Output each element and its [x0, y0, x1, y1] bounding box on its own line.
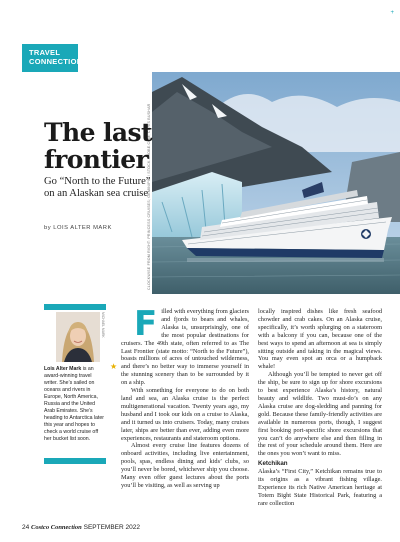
star-icon: ★	[110, 362, 118, 371]
section-tag	[22, 44, 83, 72]
author-name: Lois Alter Mark	[44, 366, 82, 372]
col1-paragraph-2: With something for everyone to do on both land and sea, an Alaska cruise is the perfect multigenerational vacation. Twenty years ago, my husband and I took our kids on a cruise to Alaska, and it turned us into cruisers. Today, many cruises later, ships are better than ever, adding even more experiences, restaurants and stateroom options.	[121, 387, 249, 442]
issue-date: SEPTEMBER 2022	[83, 524, 140, 531]
body-column-1	[121, 304, 249, 490]
page-number: 24	[22, 524, 30, 531]
author-box-top-rule	[44, 304, 106, 310]
col2-paragraph-3: Alaska’s “First City,” Ketchikan remains true to its origins as a vibrant fishing village. Experience its rich Native American heritage at Totem Bight State Historical Park, featuring a rare collection	[258, 468, 382, 507]
author-bio	[44, 366, 106, 444]
author-photo	[56, 312, 100, 362]
headline-line-2: frontier	[44, 145, 149, 174]
section-tag-line-2: CONNECTION	[29, 57, 83, 66]
subhead-ketchikan: Ketchikan	[258, 460, 288, 468]
author-bio-text: is an award-winning travel writer. She’s sailed on oceans and rivers in Europe, North America, Russia and the United Arab Emirates. She’s heading to Antarctica later this year and hopes to check a world cruise off her bucket list soon.	[44, 366, 104, 443]
col1-paragraph-3: Almost every cruise line features dozens of onboard activities, including live entertainment, pools, spas, endless dining and kids’ clubs, so you’ll never be bored, whichever ship you choose. Many even offer guest lectures about the ports you’ll be visiting, as well as serving up	[121, 442, 249, 489]
headline-line-1: The last	[44, 118, 152, 147]
author-photo-credit: MICHAEL MARK	[101, 312, 105, 338]
page-footer	[22, 524, 140, 531]
corner-mark: +	[390, 10, 394, 16]
dropcap: F	[134, 304, 158, 344]
col1-paragraph-1: illed with everything from glaciers and fjords to bears and whales, Alaska is, unsurprisingly, one of the most popular destinations for cruisers. The 49th state, often referred to as The Last Frontier (state motto: “North to the Future”), boasts millions of acres of untouched wilderness, and there’s no better way to immerse yourself in the stunning scenery than to be surrounded by it on a ship.	[121, 308, 249, 387]
body-column-2	[258, 308, 382, 508]
photo-credit: CLOCKWISE FROM RIGHT: PRINCESS CRUISES; GEMINIPIX / STOCK.ADOBE.COM; CHRIS BUSHAR	[147, 103, 151, 290]
col2-paragraph-2: Although you’ll be tempted to never get off the ship, be sure to sign up for shore excursions to best experience Alaska’s history, natural beauty and wildlife. Two must-do’s on any Alaska cruise are dog-sledding and panning for gold. Because these family-friendly activities are available in numerous ports, though, I suggest first booking port-specific shore excursions that you can’t do anywhere else and then filling in the rest of your schedule around them. Here are the ones you won’t want to miss.	[258, 371, 382, 458]
cruise-ship-photo	[152, 72, 400, 294]
headline	[44, 119, 156, 173]
dek: Go “North to the Future” on an Alaskan sea cruise	[44, 176, 151, 200]
byline: by LOIS ALTER MARK	[44, 225, 112, 231]
section-tag-line-1: TRAVEL	[29, 48, 61, 57]
author-box-bottom-rule	[44, 458, 106, 464]
publication-name: Costco Connection	[31, 524, 82, 531]
col2-paragraph-1: locally inspired dishes like fresh seafood chowder and crab cakes. On an Alaska cruise, specifically, it’s worth splurging on a stateroom with a balcony if you can, because one of the best ways to spend an afternoon at sea is simply sitting outside and taking in the magical views. You may even spot an orca or a humpback whale!	[258, 308, 382, 371]
